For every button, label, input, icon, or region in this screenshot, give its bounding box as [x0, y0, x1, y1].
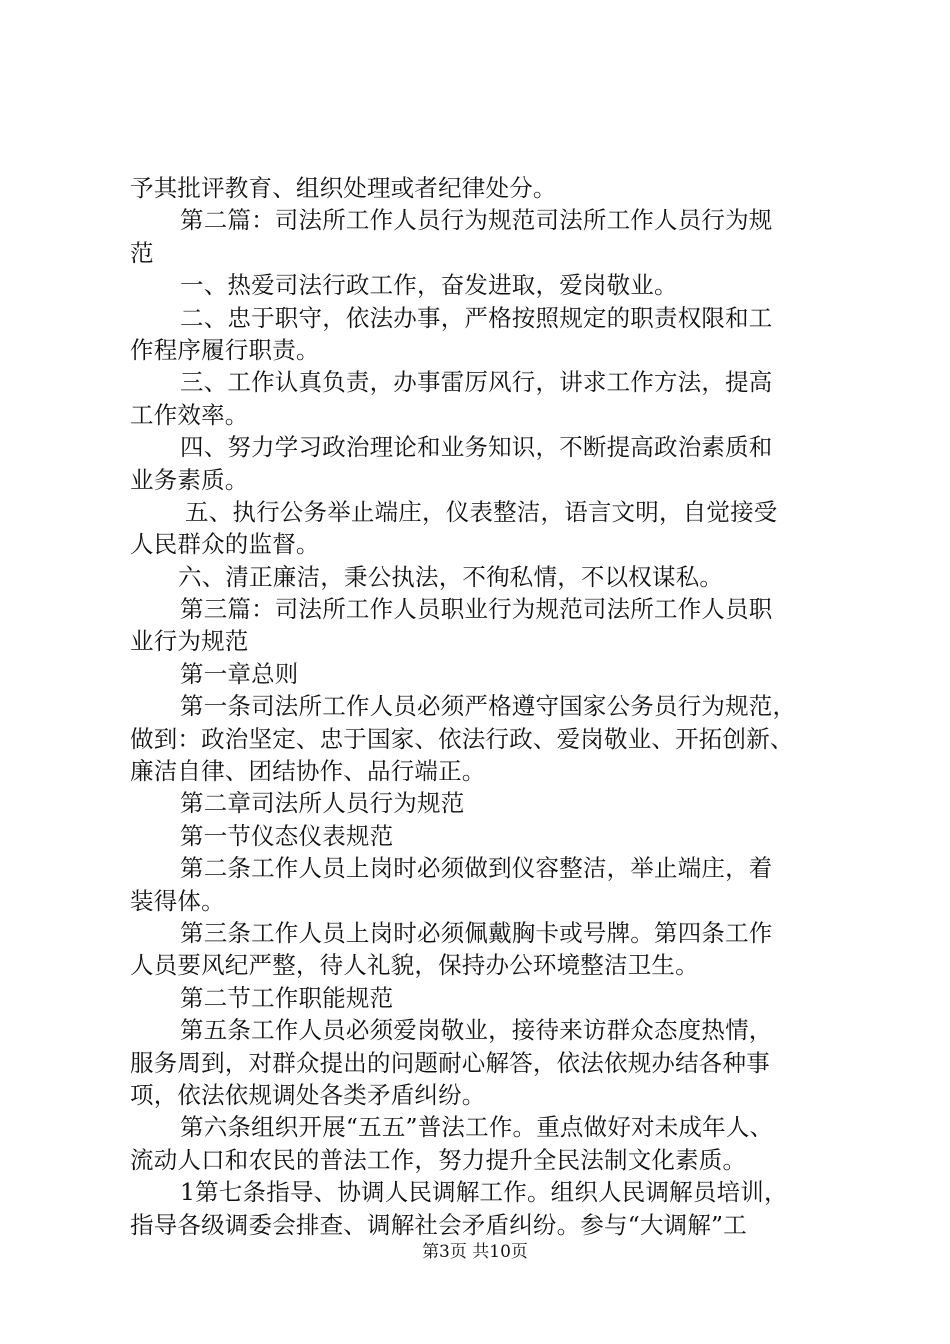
- text-line: 第三条工作人员上岗时必须佩戴胸卡或号牌。第四条工作: [180, 918, 773, 947]
- text-line: 服务周到，对群众提出的问题耐心解答，依法依规办结各种事: [130, 1048, 770, 1077]
- text-line: 指导各级调委会排查、调解社会矛盾纠纷。参与“大调解”工: [130, 1210, 747, 1239]
- text-line: 作程序履行职责。: [130, 335, 320, 364]
- text-line: 第一条司法所工作人员必须严格遵守国家公务员行为规范，: [180, 692, 797, 721]
- text-line: 五、执行公务举止端庄，仪表整洁，语言文明，自觉接受: [185, 497, 778, 526]
- text-line: 工作效率。: [130, 400, 249, 429]
- text-line: 第六条组织开展“五五”普法工作。重点做好对未成年人、: [180, 1113, 774, 1142]
- text-line: 项，依法依规调处各类矛盾纠纷。: [130, 1080, 486, 1109]
- text-line: 六、清正廉洁，秉公执法，不徇私情，不以权谋私。: [178, 562, 724, 591]
- document-body: [130, 172, 830, 1241]
- chapter-heading: 第二章司法所人员行为规范: [180, 789, 465, 818]
- text-line: 业务素质。: [130, 465, 249, 494]
- section-subheading: 第一节仪态仪表规范: [180, 821, 394, 850]
- text-line: 业行为规范: [130, 627, 249, 656]
- text-line: 范: [130, 238, 154, 267]
- text-line: 三、工作认真负责，办事雷厉风行，讲求工作方法，提高: [180, 368, 773, 397]
- page-footer: 第3页 共10页: [422, 1242, 528, 1262]
- text-line: 流动人口和农民的普法工作，努力提升全民法制文化素质。: [130, 1145, 747, 1174]
- text-line: 1第七条指导、协调人民调解工作。组织人民调解员培训，: [180, 1178, 788, 1207]
- text-line: 人员要风纪严整，待人礼貌，保持办公环境整洁卫生。: [130, 951, 699, 980]
- text-line: 一、热爱司法行政工作，奋发进取，爱岗敬业。: [180, 271, 678, 300]
- section-heading: 第三篇：司法所工作人员职业行为规范司法所工作人员职: [180, 595, 773, 624]
- chapter-heading: 第一章总则: [180, 659, 299, 688]
- text-line: 四、努力学习政治理论和业务知识，不断提高政治素质和: [180, 433, 773, 462]
- section-heading: 第二篇：司法所工作人员行为规范司法所工作人员行为规: [180, 206, 773, 235]
- text-line: 二、忠于职守，依法办事，严格按照规定的职责权限和工: [180, 303, 773, 332]
- text-line: 第二条工作人员上岗时必须做到仪容整洁，举止端庄，着: [180, 854, 773, 883]
- section-subheading: 第二节工作职能规范: [180, 983, 394, 1012]
- text-line: 予其批评教育、组织处理或者纪律处分。: [130, 174, 557, 202]
- text-line: 人民群众的监督。: [130, 530, 320, 559]
- text-line: 廉洁自律、团结协作、品行端正。: [130, 757, 486, 786]
- text-line: 第五条工作人员必须爱岗敬业，接待来访群众态度热情，: [180, 1016, 773, 1045]
- text-line: 做到：政治坚定、忠于国家、依法行政、爱岗敬业、开拓创新、: [130, 724, 794, 753]
- text-line: 装得体。: [130, 886, 225, 915]
